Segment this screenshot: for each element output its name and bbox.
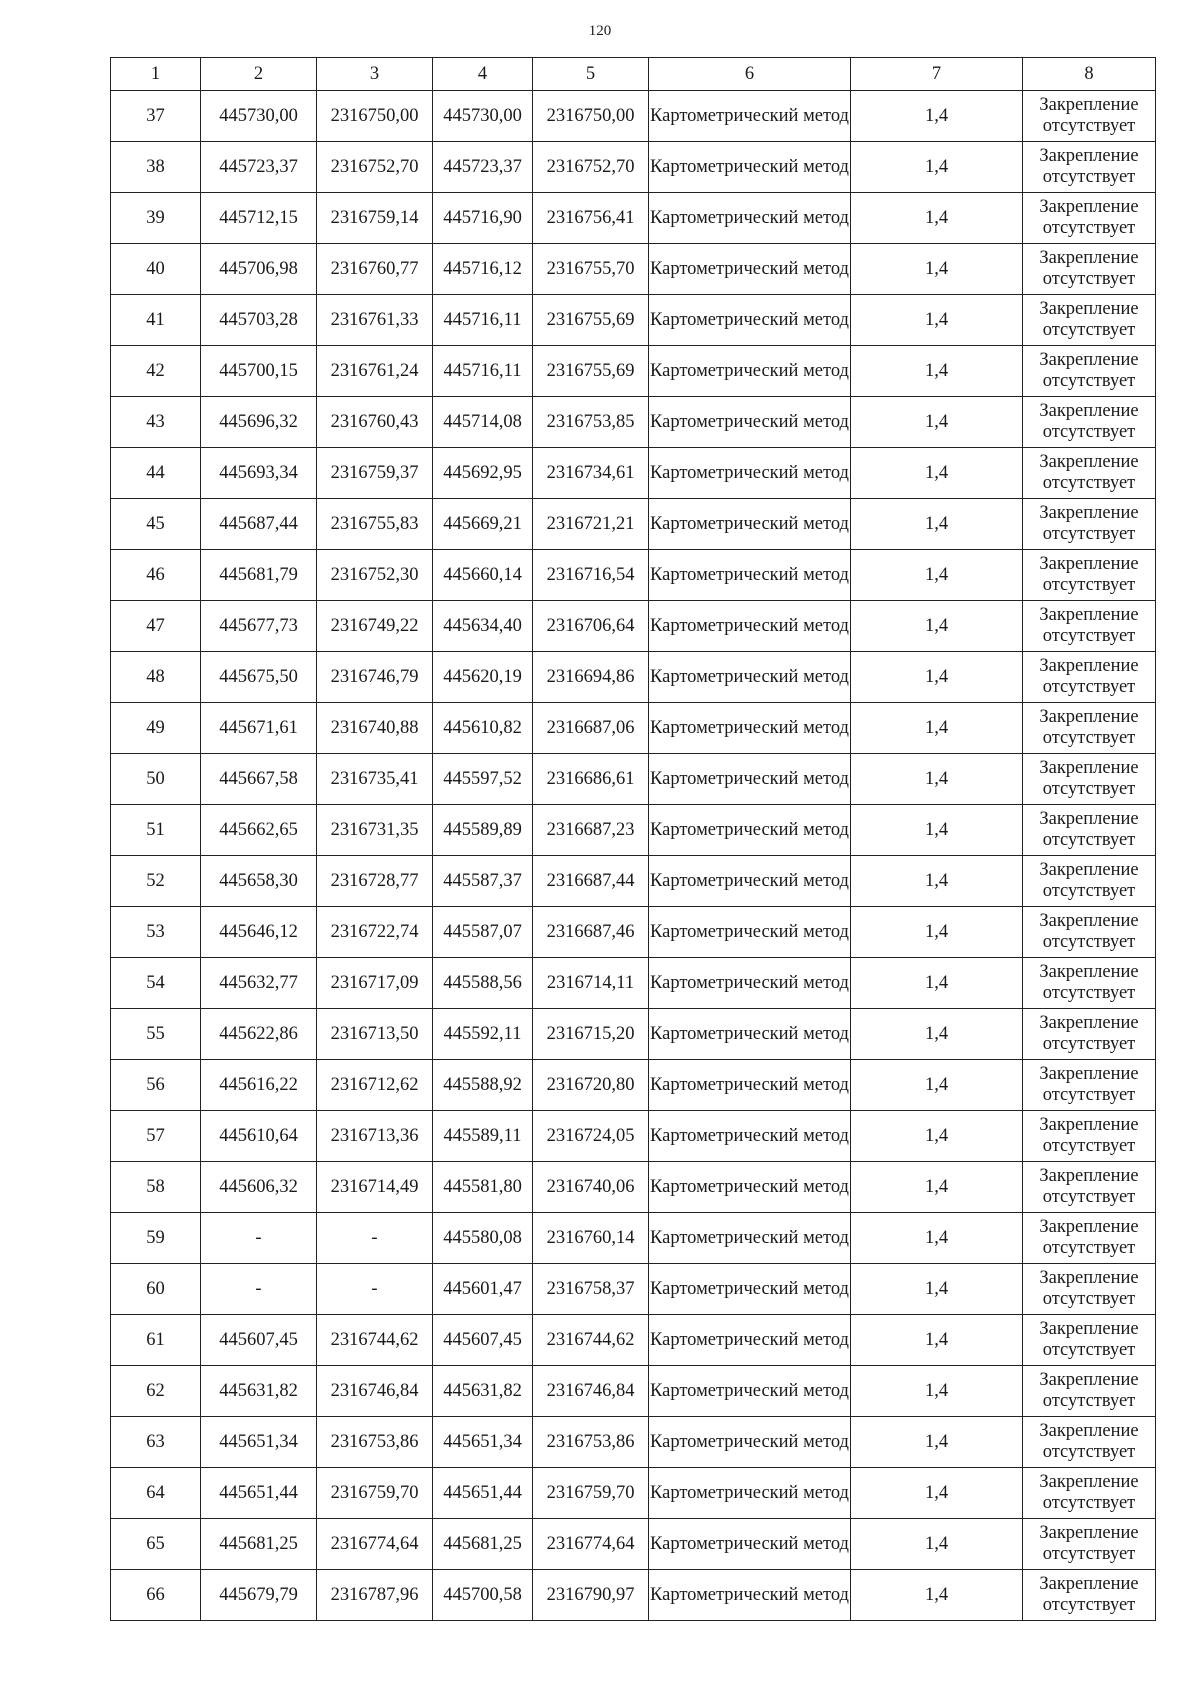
table-cell: 2316774,64 (317, 1519, 433, 1570)
table-row (111, 295, 1156, 346)
table-cell: 1,4 (851, 1111, 1023, 1162)
table-cell: Закрепление отсутствует (1023, 652, 1156, 703)
table-cell: 445587,07 (433, 907, 533, 958)
table-cell: Картометрический метод (649, 1213, 851, 1264)
table-cell: 2316752,30 (317, 550, 433, 601)
table-cell: 445669,21 (433, 499, 533, 550)
table-cell: 53 (111, 907, 201, 958)
table-cell: 66 (111, 1570, 201, 1621)
table-cell: 445646,12 (201, 907, 317, 958)
table-cell: 58 (111, 1162, 201, 1213)
table-cell: 2316746,84 (317, 1366, 433, 1417)
table-cell: Закрепление отсутствует (1023, 91, 1156, 142)
table-cell: Закрепление отсутствует (1023, 856, 1156, 907)
table-cell: 41 (111, 295, 201, 346)
table-cell: 445716,12 (433, 244, 533, 295)
table-cell: 44 (111, 448, 201, 499)
table-row (111, 448, 1156, 499)
table-cell: 1,4 (851, 346, 1023, 397)
table-cell: 2316753,85 (533, 397, 649, 448)
table-row (111, 1009, 1156, 1060)
table-cell: 1,4 (851, 1264, 1023, 1315)
table-cell: - (317, 1264, 433, 1315)
table-cell: 445631,82 (201, 1366, 317, 1417)
column-header: 6 (649, 58, 851, 91)
table-cell: 2316744,62 (317, 1315, 433, 1366)
table-cell: 1,4 (851, 91, 1023, 142)
table-cell: 445597,52 (433, 754, 533, 805)
table-cell: Картометрический метод (649, 91, 851, 142)
table-cell: 2316713,50 (317, 1009, 433, 1060)
table-cell: 1,4 (851, 499, 1023, 550)
coordinates-table (110, 57, 1156, 1621)
table-cell: Закрепление отсутствует (1023, 550, 1156, 601)
table-cell: 1,4 (851, 1162, 1023, 1213)
table-cell: 445632,77 (201, 958, 317, 1009)
table-row (111, 652, 1156, 703)
table-cell: 445587,37 (433, 856, 533, 907)
table-row (111, 1315, 1156, 1366)
table-cell: 2316760,14 (533, 1213, 649, 1264)
table-cell: Картометрический метод (649, 1570, 851, 1621)
table-cell: Закрепление отсутствует (1023, 1213, 1156, 1264)
table-cell: 2316687,44 (533, 856, 649, 907)
table-cell: Картометрический метод (649, 907, 851, 958)
table-cell: 64 (111, 1468, 201, 1519)
table-cell: 2316722,74 (317, 907, 433, 958)
table-cell: Закрепление отсутствует (1023, 499, 1156, 550)
header-row (111, 58, 1156, 91)
table-cell: 2316755,70 (533, 244, 649, 295)
table-cell: 445620,19 (433, 652, 533, 703)
column-header: 7 (851, 58, 1023, 91)
table-cell: 445681,25 (201, 1519, 317, 1570)
table-cell: Картометрический метод (649, 346, 851, 397)
table-cell: 2316752,70 (317, 142, 433, 193)
table-cell: 1,4 (851, 550, 1023, 601)
table-cell: 2316760,77 (317, 244, 433, 295)
table-cell: 2316735,41 (317, 754, 433, 805)
table-cell: 1,4 (851, 1519, 1023, 1570)
table-row (111, 856, 1156, 907)
table-cell: 2316731,35 (317, 805, 433, 856)
table-cell: 60 (111, 1264, 201, 1315)
table-cell: 445671,61 (201, 703, 317, 754)
table-cell: 62 (111, 1366, 201, 1417)
column-header: 1 (111, 58, 201, 91)
table-cell: 2316716,54 (533, 550, 649, 601)
table-cell: Закрепление отсутствует (1023, 295, 1156, 346)
table-cell: 1,4 (851, 1570, 1023, 1621)
table-cell: 2316787,96 (317, 1570, 433, 1621)
table-cell: 65 (111, 1519, 201, 1570)
table-cell: 2316746,79 (317, 652, 433, 703)
table-cell: Картометрический метод (649, 1315, 851, 1366)
table-cell: 445651,44 (201, 1468, 317, 1519)
table-cell: 57 (111, 1111, 201, 1162)
table-cell: - (201, 1264, 317, 1315)
table-cell: 445723,37 (201, 142, 317, 193)
table-cell: 43 (111, 397, 201, 448)
table-cell: Закрепление отсутствует (1023, 1264, 1156, 1315)
table-cell: Картометрический метод (649, 550, 851, 601)
table-cell: Картометрический метод (649, 1417, 851, 1468)
table-cell: Закрепление отсутствует (1023, 346, 1156, 397)
table-cell: 37 (111, 91, 201, 142)
table-cell: Закрепление отсутствует (1023, 1570, 1156, 1621)
table-row (111, 346, 1156, 397)
table-cell: 1,4 (851, 397, 1023, 448)
table-cell: Закрепление отсутствует (1023, 193, 1156, 244)
table-cell: Картометрический метод (649, 856, 851, 907)
table-cell: 445581,80 (433, 1162, 533, 1213)
table-row (111, 601, 1156, 652)
table-cell: 445589,11 (433, 1111, 533, 1162)
table-cell: 2316717,09 (317, 958, 433, 1009)
table-cell: 56 (111, 1060, 201, 1111)
table-header (111, 58, 1156, 91)
table-cell: 445588,56 (433, 958, 533, 1009)
table-cell: 48 (111, 652, 201, 703)
table-cell: 445610,82 (433, 703, 533, 754)
table-cell: 445716,11 (433, 346, 533, 397)
table-cell: 445622,86 (201, 1009, 317, 1060)
column-header: 8 (1023, 58, 1156, 91)
table-cell: 445693,34 (201, 448, 317, 499)
table-cell: 2316759,70 (533, 1468, 649, 1519)
table-cell: 1,4 (851, 1366, 1023, 1417)
table-cell: Закрепление отсутствует (1023, 244, 1156, 295)
table-cell: 1,4 (851, 1417, 1023, 1468)
table-cell: Картометрический метод (649, 601, 851, 652)
table-cell: 445651,44 (433, 1468, 533, 1519)
table-cell: 445658,30 (201, 856, 317, 907)
table-row (111, 1213, 1156, 1264)
table-cell: 445662,65 (201, 805, 317, 856)
table-row (111, 1570, 1156, 1621)
table-cell: 1,4 (851, 805, 1023, 856)
table-cell: 445616,22 (201, 1060, 317, 1111)
table-cell: 1,4 (851, 1315, 1023, 1366)
table-cell: 445681,79 (201, 550, 317, 601)
table-cell: Картометрический метод (649, 193, 851, 244)
table-cell: 2316721,21 (533, 499, 649, 550)
table-cell: 2316752,70 (533, 142, 649, 193)
table-cell: 1,4 (851, 856, 1023, 907)
table-cell: 55 (111, 1009, 201, 1060)
table-cell: 1,4 (851, 652, 1023, 703)
table-cell: Картометрический метод (649, 244, 851, 295)
table-cell: 445588,92 (433, 1060, 533, 1111)
table-cell: 2316759,14 (317, 193, 433, 244)
table-cell: 42 (111, 346, 201, 397)
table-cell: Закрепление отсутствует (1023, 1468, 1156, 1519)
table-cell: Закрепление отсутствует (1023, 397, 1156, 448)
table-cell: 445634,40 (433, 601, 533, 652)
table-cell: 47 (111, 601, 201, 652)
table-cell: Закрепление отсутствует (1023, 958, 1156, 1009)
table-cell: 50 (111, 754, 201, 805)
table-row (111, 1111, 1156, 1162)
table-cell: 445592,11 (433, 1009, 533, 1060)
table-cell: 2316687,46 (533, 907, 649, 958)
table-row (111, 1519, 1156, 1570)
table-cell: Картометрический метод (649, 1009, 851, 1060)
table-cell: Картометрический метод (649, 295, 851, 346)
table-cell: 2316760,43 (317, 397, 433, 448)
table-cell: Закрепление отсутствует (1023, 703, 1156, 754)
table-cell: 40 (111, 244, 201, 295)
table-cell: 445660,14 (433, 550, 533, 601)
table-cell: 63 (111, 1417, 201, 1468)
table-row (111, 907, 1156, 958)
table-cell: 1,4 (851, 754, 1023, 805)
table-cell: 2316753,86 (533, 1417, 649, 1468)
table-cell: 445679,79 (201, 1570, 317, 1621)
table-cell: Картометрический метод (649, 703, 851, 754)
table-cell: 2316734,61 (533, 448, 649, 499)
table-cell: 445589,89 (433, 805, 533, 856)
table-cell: 2316759,70 (317, 1468, 433, 1519)
table-cell: 2316715,20 (533, 1009, 649, 1060)
table-cell: Картометрический метод (649, 499, 851, 550)
table-cell: Картометрический метод (649, 1162, 851, 1213)
table-cell: 2316761,24 (317, 346, 433, 397)
table-cell: 2316750,00 (533, 91, 649, 142)
table-cell: 1,4 (851, 244, 1023, 295)
table-cell: 1,4 (851, 601, 1023, 652)
table-cell: - (201, 1213, 317, 1264)
table-row (111, 1162, 1156, 1213)
table-row (111, 1468, 1156, 1519)
table-cell: Картометрический метод (649, 448, 851, 499)
table-cell: 2316749,22 (317, 601, 433, 652)
table-cell: Картометрический метод (649, 1264, 851, 1315)
table-row (111, 1366, 1156, 1417)
table-cell: 1,4 (851, 907, 1023, 958)
table-cell: 2316774,64 (533, 1519, 649, 1570)
table-cell: 2316740,88 (317, 703, 433, 754)
table-cell: 2316706,64 (533, 601, 649, 652)
table-cell: 445580,08 (433, 1213, 533, 1264)
table-cell: Закрепление отсутствует (1023, 448, 1156, 499)
table-cell: 2316740,06 (533, 1162, 649, 1213)
table-cell: 2316744,62 (533, 1315, 649, 1366)
table-cell: 39 (111, 193, 201, 244)
table-cell: 2316759,37 (317, 448, 433, 499)
table-cell: 445706,98 (201, 244, 317, 295)
table-cell: 2316753,86 (317, 1417, 433, 1468)
table-cell: - (317, 1213, 433, 1264)
table-cell: 445714,08 (433, 397, 533, 448)
table-cell: 2316694,86 (533, 652, 649, 703)
table-cell: 445730,00 (201, 91, 317, 142)
table-row (111, 193, 1156, 244)
table-cell: 445651,34 (201, 1417, 317, 1468)
table-row (111, 397, 1156, 448)
table-row (111, 550, 1156, 601)
table-cell: Картометрический метод (649, 142, 851, 193)
table-cell: Закрепление отсутствует (1023, 1417, 1156, 1468)
table-cell: 445601,47 (433, 1264, 533, 1315)
table-cell: 2316724,05 (533, 1111, 649, 1162)
table-cell: 2316687,06 (533, 703, 649, 754)
table-cell: 2316746,84 (533, 1366, 649, 1417)
table-cell: Картометрический метод (649, 1111, 851, 1162)
table-cell: Закрепление отсутствует (1023, 754, 1156, 805)
table-cell: Картометрический метод (649, 754, 851, 805)
table-row (111, 91, 1156, 142)
column-header: 5 (533, 58, 649, 91)
table-cell: 2316686,61 (533, 754, 649, 805)
column-header: 4 (433, 58, 533, 91)
table-cell: 61 (111, 1315, 201, 1366)
table-cell: 1,4 (851, 1060, 1023, 1111)
table-cell: 2316714,11 (533, 958, 649, 1009)
table-row (111, 958, 1156, 1009)
table-cell: 445651,34 (433, 1417, 533, 1468)
table-cell: 59 (111, 1213, 201, 1264)
table-cell: 445610,64 (201, 1111, 317, 1162)
table-row (111, 244, 1156, 295)
table-cell: 445700,15 (201, 346, 317, 397)
table-cell: 1,4 (851, 142, 1023, 193)
table-cell: 445692,95 (433, 448, 533, 499)
table-cell: 445723,37 (433, 142, 533, 193)
page-number: 120 (588, 23, 612, 39)
table-cell: 445677,73 (201, 601, 317, 652)
table-cell: 45 (111, 499, 201, 550)
table-cell: 2316714,49 (317, 1162, 433, 1213)
table-cell: 445687,44 (201, 499, 317, 550)
table-cell: Картометрический метод (649, 1060, 851, 1111)
table-cell: Закрепление отсутствует (1023, 601, 1156, 652)
table-cell: 1,4 (851, 1009, 1023, 1060)
table-cell: 51 (111, 805, 201, 856)
table-cell: 445730,00 (433, 91, 533, 142)
table-cell: Картометрический метод (649, 1468, 851, 1519)
table-row (111, 805, 1156, 856)
table-row (111, 703, 1156, 754)
table-cell: 445607,45 (433, 1315, 533, 1366)
table-cell: 2316790,97 (533, 1570, 649, 1621)
table-cell: 2316728,77 (317, 856, 433, 907)
table-cell: 445675,50 (201, 652, 317, 703)
table-row (111, 1264, 1156, 1315)
column-header: 2 (201, 58, 317, 91)
table-row (111, 754, 1156, 805)
table-cell: 1,4 (851, 703, 1023, 754)
table-cell: 2316755,69 (533, 346, 649, 397)
table-cell: 445631,82 (433, 1366, 533, 1417)
table-row (111, 1060, 1156, 1111)
table-cell: 1,4 (851, 193, 1023, 244)
table-cell: 38 (111, 142, 201, 193)
table-cell: 2316750,00 (317, 91, 433, 142)
table-cell: 1,4 (851, 295, 1023, 346)
table-cell: 1,4 (851, 958, 1023, 1009)
table-cell: 445696,32 (201, 397, 317, 448)
table-cell: Закрепление отсутствует (1023, 1009, 1156, 1060)
table-cell: 2316755,83 (317, 499, 433, 550)
table-cell: Картометрический метод (649, 652, 851, 703)
table-cell: Закрепление отсутствует (1023, 1315, 1156, 1366)
table-cell: 2316755,69 (533, 295, 649, 346)
table-cell: 54 (111, 958, 201, 1009)
table-row (111, 499, 1156, 550)
table-body (111, 91, 1156, 1621)
table-cell: 2316758,37 (533, 1264, 649, 1315)
table-cell: Закрепление отсутствует (1023, 1366, 1156, 1417)
table-cell: 1,4 (851, 1468, 1023, 1519)
table-cell: Картометрический метод (649, 958, 851, 1009)
table-cell: 2316712,62 (317, 1060, 433, 1111)
table-cell: 445712,15 (201, 193, 317, 244)
table-cell: 445703,28 (201, 295, 317, 346)
table-cell: 445667,58 (201, 754, 317, 805)
table-cell: 445606,32 (201, 1162, 317, 1213)
table-cell: Закрепление отсутствует (1023, 1111, 1156, 1162)
table-cell: Закрепление отсутствует (1023, 142, 1156, 193)
table-cell: Картометрический метод (649, 805, 851, 856)
table-row (111, 1417, 1156, 1468)
table-cell: Закрепление отсутствует (1023, 1519, 1156, 1570)
table-cell: 1,4 (851, 448, 1023, 499)
table-cell: Картометрический метод (649, 397, 851, 448)
table-cell: 445716,11 (433, 295, 533, 346)
table-cell: 445607,45 (201, 1315, 317, 1366)
table-cell: 2316761,33 (317, 295, 433, 346)
table-cell: 2316713,36 (317, 1111, 433, 1162)
table-cell: 445681,25 (433, 1519, 533, 1570)
table-cell: 46 (111, 550, 201, 601)
table-cell: Картометрический метод (649, 1519, 851, 1570)
table-cell: Закрепление отсутствует (1023, 1162, 1156, 1213)
table-cell: Картометрический метод (649, 1366, 851, 1417)
table-cell: 49 (111, 703, 201, 754)
table-cell: Закрепление отсутствует (1023, 1060, 1156, 1111)
column-header: 3 (317, 58, 433, 91)
table-cell: 2316687,23 (533, 805, 649, 856)
table-cell: Закрепление отсутствует (1023, 907, 1156, 958)
table-cell: 2316756,41 (533, 193, 649, 244)
table-cell: 445716,90 (433, 193, 533, 244)
table-cell: 2316720,80 (533, 1060, 649, 1111)
table-cell: 445700,58 (433, 1570, 533, 1621)
table-cell: Закрепление отсутствует (1023, 805, 1156, 856)
table-cell: 52 (111, 856, 201, 907)
table-cell: 1,4 (851, 1213, 1023, 1264)
table-row (111, 142, 1156, 193)
